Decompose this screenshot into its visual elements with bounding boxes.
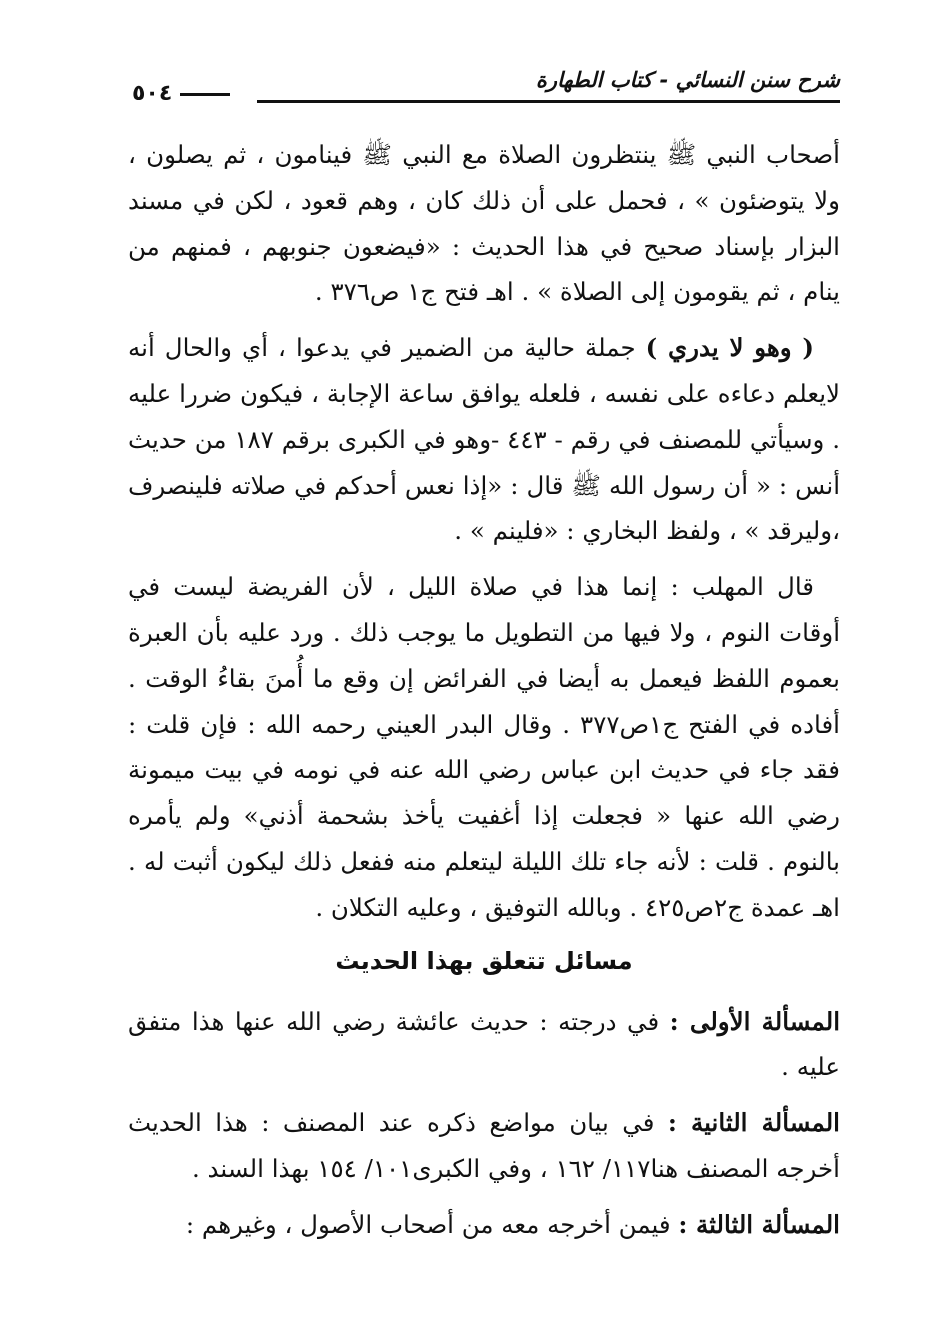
issue-2-text: في بيان مواضع ذكره عند المصنف : هذا الحديث أخرجه المصنف هنا١١٧/ ١٦٢ ، وفي الكبرى١٠١/ ١٥٤ بهذا السند . [128, 1108, 840, 1183]
page-number [132, 80, 230, 108]
paragraph-3: قال المهلب : إنما هذا في صلاة الليل ، لأن الفريضة ليست في أوقات النوم ، ولا فيها من التطويل ما يوجب ذلك . ورد عليه بأن العبرة بعموم اللفظ فيعمل به أيضا في الفرائض إن وقع ما أُمنَ بقاءُ الوقت . أفاده في الفتح ج١ص٣٧٧ . وقال البدر العيني رحمه الله : فإن قلت : فقد جاء في حديث ابن عباس رضي الله عنه في نومه في بيت ميمونة رضي الله عنها « فجعلت إذا أغفيت يأخذ بشحمة أذني» ولم يأمره بالنوم . قلت : لأنه جاء تلك الليلة ليتعلم منه ففعل ذلك ليكون أثبت له . اهـ عمدة ج٢ص٤٢٥ . وبالله التوفيق ، وعليه التكلان . [128, 572, 840, 922]
paragraph-2-lead: ( وهو لا يدري ) [645, 333, 814, 363]
section-heading: مسائل تتعلق بهذا الحديث [335, 946, 633, 975]
paragraph-1: أصحاب النبي ﷺ ينتظرون الصلاة مع النبي ﷺ فينامون ، ثم يصلون ، ولا يتوضئون » ، فحمل على أن ذلك كان ، وهم قعود ، لكن في مسند البزار بإسناد صحيح في هذا الحديث : «فيضعون جنوبهم ، فمنهم من ينام ، ثم يقومون إلى الصلاة » . اهـ فتح ج١ ص٣٧٦ . [128, 140, 840, 307]
page-number-dash [180, 93, 230, 96]
issue-3-label: المسألة الثالثة : [678, 1209, 840, 1239]
issue-3-text: فيمن أخرجه معه من أصحاب الأصول ، وغيرهم : [185, 1209, 679, 1239]
body-text [128, 132, 840, 1258]
issue-1-text: في درجته : حديث عائشة رضي الله عنها هذا متفق عليه . [128, 1006, 840, 1082]
page-number-text: ٥٠٤ [132, 81, 173, 106]
issue-2 [128, 1100, 840, 1192]
running-title: شرح سنن النسائي - كتاب الطهارة [535, 68, 840, 92]
issue-3 [128, 1202, 840, 1248]
header-rule [257, 100, 840, 103]
issue-1 [128, 999, 840, 1091]
paragraph-2 [128, 325, 840, 554]
issue-1-label: المسألة الأولى : [669, 1006, 840, 1036]
paragraph-2-text: جملة حالية من الضمير في يدعوا ، أي والحال أنه لايعلم دعاءه على نفسه ، فلعله يوافق ساعة الإجابة ، فيكون ضررا عليه . وسيأتي للمصنف في رقم - ٤٤٣ -وهو في الكبرى برقم ١٨٧ من حديث أنس : « أن رسول الله ﷺ قال : «إذا نعس أحدكم في صلاته فلينصرف ،وليرقد » ، ولفظ البخاري : «فلينم » . [128, 333, 840, 546]
page-header [132, 66, 840, 106]
issue-2-label: المسألة الثانية : [667, 1108, 840, 1138]
